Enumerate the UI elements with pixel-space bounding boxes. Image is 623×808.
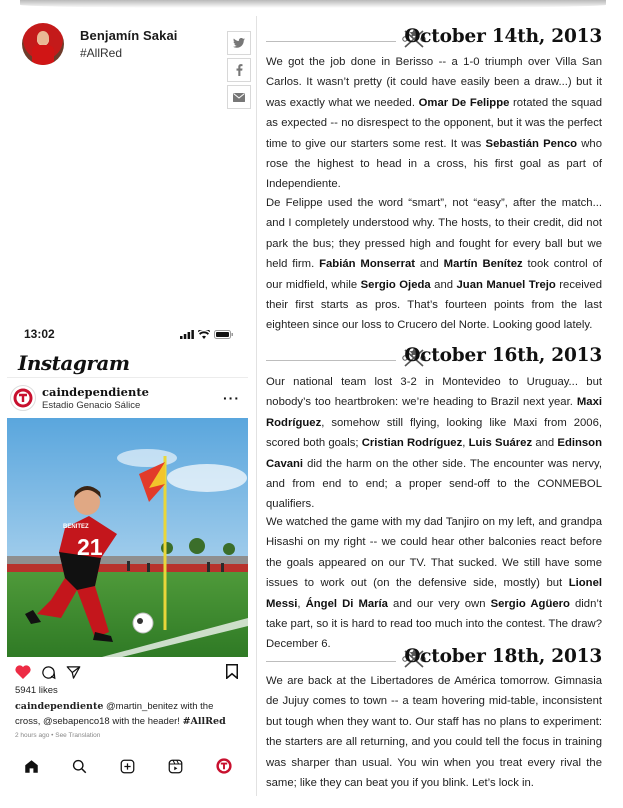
paragraph-text: rotated the squad as expected -- no disrespect to the opponent, but it was the perfect time to give our starters some rest. It was xyxy=(266,96,602,150)
caption-text: @martin_benitez with the cross, xyxy=(15,701,214,727)
player-name-highlight: Juan Manuel Trejo xyxy=(456,278,556,291)
post-image[interactable] xyxy=(7,418,248,657)
see-translation-link[interactable]: • See Translation xyxy=(49,732,101,739)
nav-search[interactable] xyxy=(72,759,87,774)
paragraph-text: and xyxy=(415,258,444,271)
twitter-share-button[interactable] xyxy=(227,31,251,55)
club-crest-icon xyxy=(13,388,33,408)
save-button[interactable] xyxy=(226,664,238,684)
player-name-highlight: Ángel Di María xyxy=(305,597,388,610)
paragraph-text: , somehow still flying, looking like Maxi from 2006, scored both goals; xyxy=(266,416,602,450)
nav-reels[interactable] xyxy=(168,759,183,774)
bookmark-icon xyxy=(226,664,238,679)
paragraph-text: did the harm on the other side. The encounter was nervy, and from end to end; a proper send-off to the CONMEBOL qualifiers. xyxy=(266,457,602,511)
player-name-highlight: Luis Suárez xyxy=(468,437,533,450)
heart-icon xyxy=(15,665,31,679)
reels-icon xyxy=(168,759,183,774)
entry-header xyxy=(266,345,602,375)
post-caption xyxy=(7,696,248,729)
paragraph-text: and our very own xyxy=(387,597,491,610)
signal-icon xyxy=(180,330,194,339)
send-icon xyxy=(66,665,81,680)
player-name-highlight: Sergio Ojeda xyxy=(360,278,431,291)
entry-paragraph xyxy=(266,512,602,655)
plus-square-icon xyxy=(120,759,135,774)
nav-profile[interactable] xyxy=(216,758,232,774)
player-name-highlight: Martín Benítez xyxy=(443,258,523,271)
player-name-highlight: Cristian Rodríguez xyxy=(361,437,463,450)
home-icon xyxy=(24,759,39,774)
player-name-highlight: Fabián Monserrat xyxy=(319,258,416,271)
caption-username[interactable]: caindependiente xyxy=(15,701,104,712)
facebook-share-button[interactable] xyxy=(227,58,251,82)
caption-mention[interactable]: @sebapenco18 xyxy=(42,716,110,727)
mail-share-button[interactable] xyxy=(227,85,251,109)
paragraph-text: and xyxy=(532,437,558,450)
share-buttons xyxy=(227,31,251,112)
author-name[interactable]: Benjamín Sakai xyxy=(80,28,178,43)
paragraph-text: took control of our midfield, while xyxy=(266,258,602,291)
search-icon xyxy=(72,759,87,774)
paragraph-text: Our national team lost 3-2 in Montevideo to Uruguay... but nobody’s too heartbroken: we’re heading to Brazil next year. xyxy=(266,376,602,409)
player-name: BENITEZ xyxy=(63,524,89,530)
author-profile xyxy=(22,23,178,65)
twitter-icon xyxy=(233,38,245,48)
battery-icon xyxy=(214,330,234,339)
paragraph-text: , xyxy=(462,437,469,450)
player-name-highlight: Edinson Cavani xyxy=(266,437,602,470)
entry-date: October 14th, 2013 xyxy=(404,26,602,47)
share-post-button[interactable] xyxy=(66,665,81,680)
phone-status-bar xyxy=(7,320,248,348)
entry-paragraph xyxy=(266,193,602,336)
avatar[interactable] xyxy=(22,23,64,65)
post-time xyxy=(7,729,248,742)
instagram-post xyxy=(7,320,248,786)
paragraph-text: who rose the highest to head in a cross, his first goal as part of Independiente. xyxy=(266,137,603,191)
caption-text-2: with the header! xyxy=(109,716,183,727)
player-number: 21 xyxy=(77,534,103,560)
nav-home[interactable] xyxy=(24,759,39,774)
time-ago: 2 hours ago xyxy=(15,732,50,739)
player-name-highlight: Omar De Felippe xyxy=(418,96,510,109)
post-header xyxy=(7,378,248,418)
entry-date: October 18th, 2013 xyxy=(404,646,602,667)
paragraph-text: We watched the game with my dad Tanjiro on my left, and grandpa Hisashi on my right -- we could hear other balconies react before the goals appeared on our TV. That sucked. We still have some issues to work out (on the defensive side, mostly) but xyxy=(266,516,602,590)
post-actions xyxy=(7,657,248,687)
club-avatar[interactable] xyxy=(10,385,36,411)
mail-icon xyxy=(233,93,245,102)
paragraph-text: and xyxy=(430,278,457,291)
top-shadow xyxy=(20,0,606,8)
paragraph-text: De Felippe used the word “smart”, not “easy”, after the match... and I completely understood why. The hosts, to their credit, did not park the bus; they pressed high and fought for every ball but we held firm. xyxy=(266,197,602,271)
caption-hashtag[interactable]: #AllRed xyxy=(182,716,226,727)
like-count[interactable]: 5941 likes xyxy=(15,685,58,696)
paragraph-text: didn’t take part, so it is hard to read too much into the contest. The draw? December 6. xyxy=(266,597,603,651)
entry-paragraph xyxy=(266,52,602,195)
player-name-highlight: Sebastián Penco xyxy=(485,137,578,150)
paragraph-text: We are back at the Libertadores de América tomorrow. Gimnasia de Jujuy comes to town -- a team hovering mid-table, inconsistent but tough when they want to. Our staff has no plans to experiment: the starters are all returning, and you could tell the focus in training was sharper than usual. You win when you treat every rival the same; like they can beat you if you blink. Let’s lock in. xyxy=(266,675,602,790)
paragraph-text: received their first starts as pros. That’s fourteen points from the last eighteen since our loss to Crucero del Norte. Looking good lately. xyxy=(266,278,602,332)
author-tag[interactable]: #AllRed xyxy=(80,46,123,60)
comment-icon xyxy=(41,665,56,680)
entry-paragraph xyxy=(266,671,602,793)
instagram-bottom-nav xyxy=(7,758,248,774)
player-name-highlight: Sergio Agüero xyxy=(490,597,570,610)
column-divider xyxy=(256,16,257,796)
comment-button[interactable] xyxy=(41,665,56,680)
facebook-icon xyxy=(236,64,243,76)
profile-crest-icon xyxy=(216,758,232,774)
post-location[interactable]: Estadio Genacio Sálice xyxy=(42,400,141,411)
like-button[interactable] xyxy=(15,665,31,679)
status-time: 13:02 xyxy=(24,327,55,341)
entry-paragraph xyxy=(266,372,602,515)
paragraph-text: , xyxy=(297,597,306,610)
player-name-highlight: Lionel Messi xyxy=(266,577,602,610)
instagram-logo[interactable]: Instagram xyxy=(18,350,130,375)
entry-date: October 16th, 2013 xyxy=(404,345,602,366)
instagram-header xyxy=(7,348,248,378)
paragraph-text: We got the job done in Berisso -- a 1-0 triumph over Villa San Carlos. It wasn’t pretty (it could have easily been a draw...) but it was exactly what we needed. xyxy=(266,56,602,109)
more-options-button[interactable]: ··· xyxy=(223,390,240,406)
player-name-highlight: Maxi Rodríguez xyxy=(266,396,602,429)
post-username[interactable]: caindependiente xyxy=(42,385,149,399)
nav-create[interactable] xyxy=(120,759,135,774)
wifi-icon xyxy=(198,330,210,339)
